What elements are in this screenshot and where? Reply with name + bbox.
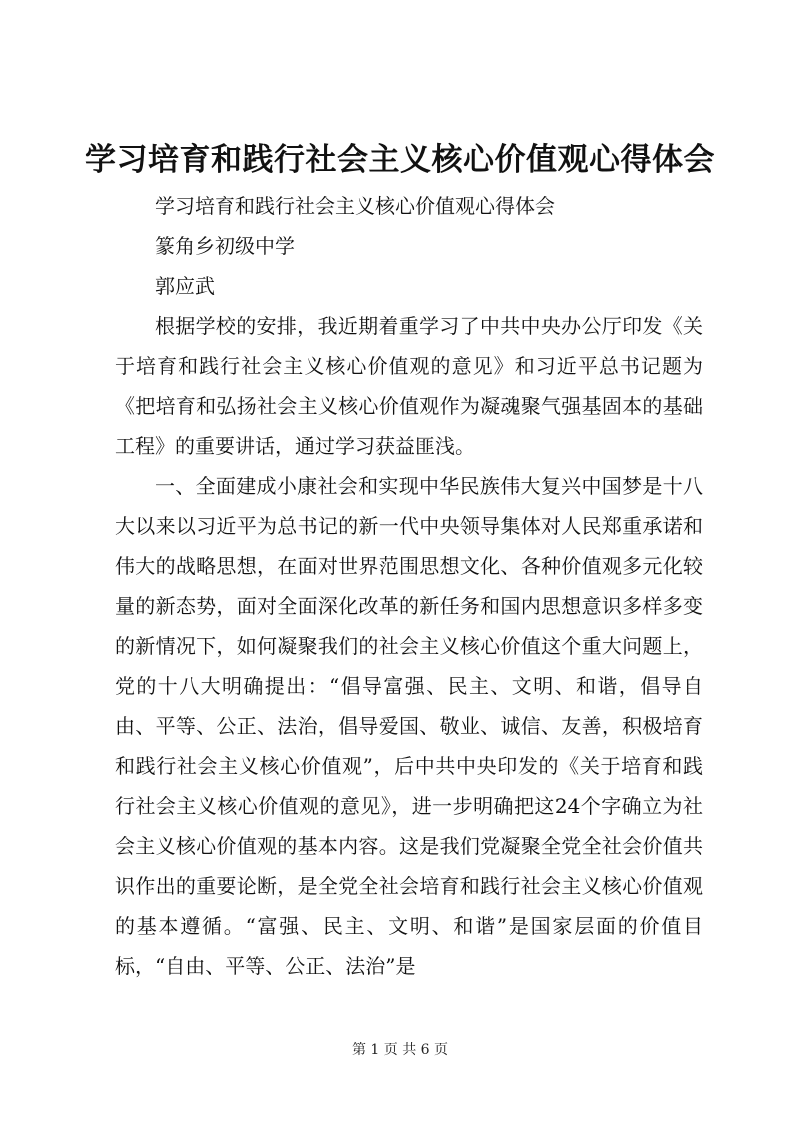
body-paragraph: 根据学校的安排，我近期着重学习了中共中央办公厅印发《关于培育和践行社会主义核心价值观的意见》和习近平总书记题为《把培育和弘扬社会主义核心价值观作为凝魂聚气强基固本的基础工程》的重要讲话，通过学习获益匪浅。 — [115, 314, 703, 458]
body-paragraph: 一、全面建成小康社会和实现中华民族伟大复兴中国梦是十八大以来以习近平为总书记的新一代中央领导集体对人民郑重承诺和伟大的战略思想，在面对世界范围思想文化、各种价值观多元化较量的新态势，面对全面深化改革的新任务和国内思想意识多样多变的新情况下，如何凝聚我们的社会主义核心价值这个重大问题上，党的十八大明确提出：“倡导富强、民主、文明、和谐，倡导自由、平等、公正、法治，倡导爱国、敬业、诚信、友善，积极培育和践行社会主义核心价值观”，后中共中央印发的《关于培育和践行社会主义核心价值观的意见》，进一步明确把这24个字确立为社会主义核心价值观的基本内容。这是我们党凝聚全党全社会价值共识作出的重要论断，是全党全社会培育和践行社会主义核心价值观的基本遵循。“富强、民主、文明、和谐”是国家层面的价值目标，“自由、平等、公正、法治”是 — [115, 474, 703, 978]
document-body — [115, 186, 703, 986]
document-title: 学习培育和践行社会主义核心价值观心得体会 — [85, 142, 715, 178]
school-name: 篆角乡初级中学 — [155, 234, 295, 258]
author-name: 郭应武 — [155, 274, 215, 298]
page-number-footer: 第 1 页 共 6 页 — [351, 1042, 449, 1058]
subtitle-paragraph: 学习培育和践行社会主义核心价值观心得体会 — [155, 194, 555, 218]
